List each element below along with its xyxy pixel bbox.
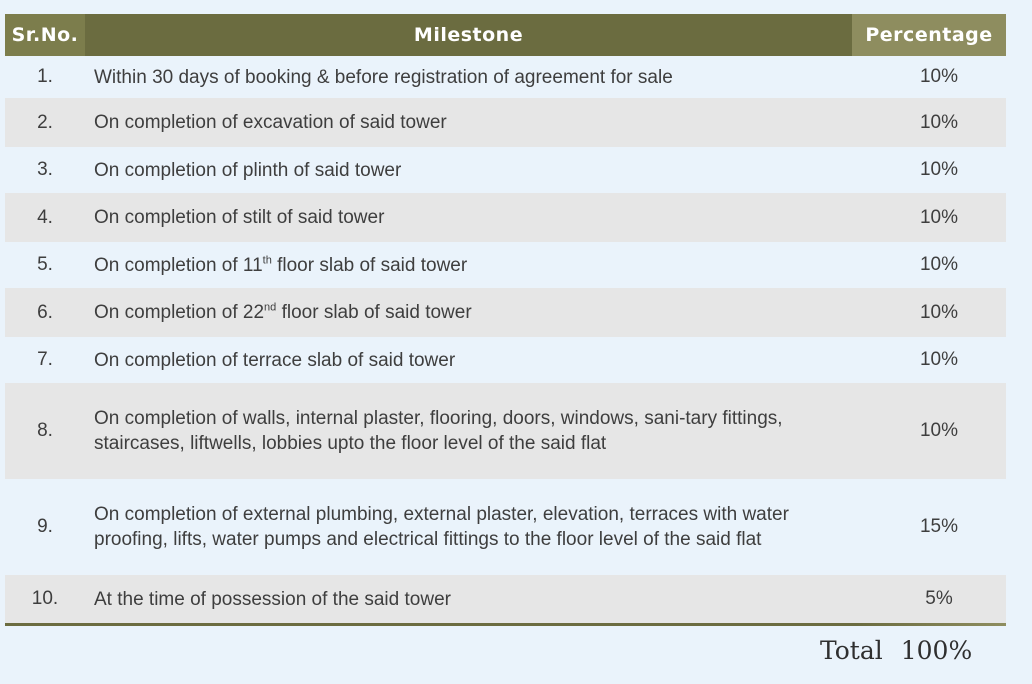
row-milestone-text: On completion of 11	[94, 254, 263, 276]
table-row	[5, 56, 1006, 98]
table-row	[5, 575, 1006, 623]
row-sr: 8.	[37, 420, 53, 441]
row-percent: 10%	[919, 159, 959, 180]
row-percent: 10%	[919, 420, 959, 441]
row-percent: 15%	[919, 516, 959, 537]
row-percent: 10%	[919, 66, 959, 87]
row-milestone-text: On completion of 22	[94, 302, 265, 323]
row-milestone: On completion of plinth of said tower	[94, 159, 402, 181]
row-milestone: Within 30 days of booking & before registration of agreement for sale	[94, 66, 673, 88]
row-sr: 9.	[37, 516, 53, 537]
row-sr: 3.	[37, 159, 53, 180]
ordinal-suffix: th	[262, 254, 272, 267]
table-row	[5, 337, 1006, 383]
header-percentage: Percentage	[852, 14, 1006, 56]
row-percent: 10%	[919, 111, 959, 133]
row-milestone-text: floor slab of said tower	[271, 254, 468, 276]
row-milestone	[85, 300, 852, 325]
total-value: 100%	[900, 636, 973, 665]
row-sr: 2.	[37, 111, 53, 133]
table-bottom-divider	[5, 623, 1006, 626]
table-row	[5, 383, 1006, 479]
row-percent: 10%	[919, 301, 959, 323]
row-milestone: On completion of stilt of said tower	[94, 207, 385, 228]
row-milestone-text: floor slab of said tower	[276, 302, 472, 323]
row-milestone: On completion of excavation of said tower	[94, 112, 447, 133]
table-row	[5, 242, 1006, 288]
header-sr-no: Sr.No.	[5, 14, 85, 56]
table-row	[5, 288, 1006, 337]
row-percent: 10%	[919, 254, 959, 275]
payment-schedule-table	[5, 14, 1006, 626]
ordinal-suffix: nd	[264, 301, 277, 314]
row-sr: 5.	[37, 254, 53, 275]
row-sr: 7.	[37, 349, 53, 370]
row-sr: 6.	[37, 301, 53, 323]
row-percent: 10%	[919, 206, 959, 228]
table-row	[5, 193, 1006, 242]
header-milestone: Milestone	[413, 24, 524, 46]
table-row	[5, 98, 1006, 147]
row-percent: 10%	[919, 349, 959, 370]
total-label: Total	[820, 636, 883, 665]
table-header	[5, 14, 1006, 56]
row-sr: 1.	[37, 66, 53, 87]
table-row	[5, 147, 1006, 193]
row-milestone: At the time of possession of the said tower	[94, 588, 451, 610]
table-row	[5, 479, 1006, 575]
row-percent: 5%	[925, 588, 953, 609]
row-milestone	[85, 253, 852, 278]
total-row	[820, 636, 972, 665]
row-sr: 10.	[31, 588, 59, 609]
row-milestone: On completion of external plumbing, external plaster, elevation, terraces with water proofing, lifts, water pumps and electrical fittings to the floor level of the said flat	[94, 504, 789, 550]
row-milestone: On completion of walls, internal plaster, flooring, doors, windows, sani-tary fittings, staircases, liftwells, lobbies upto the floor level of the said flat	[94, 408, 783, 454]
row-milestone: On completion of terrace slab of said tower	[94, 349, 456, 371]
row-sr: 4.	[37, 206, 53, 228]
